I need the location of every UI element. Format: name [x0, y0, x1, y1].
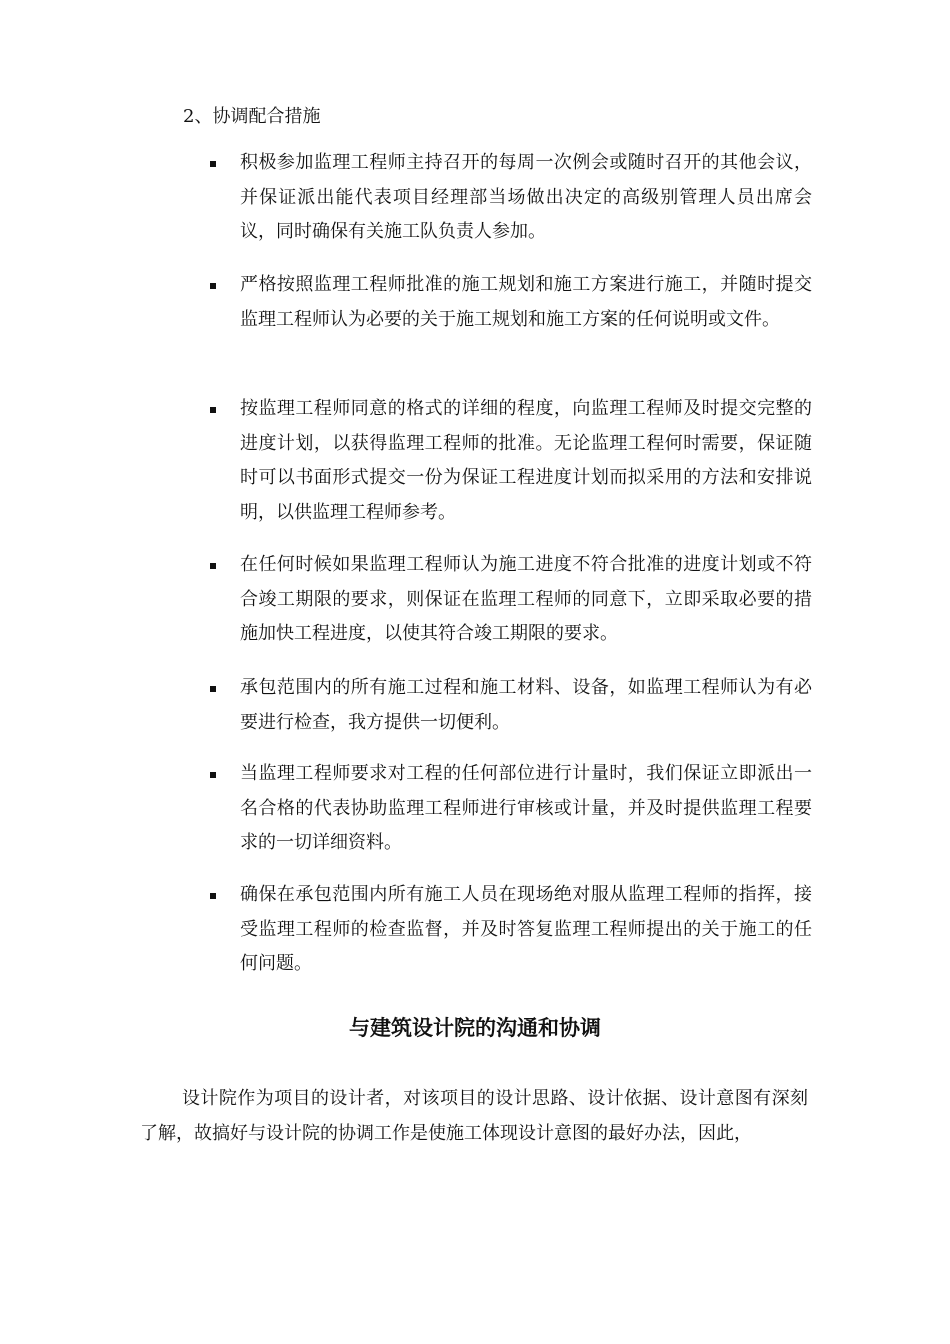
- bullet-text: 严格按照监理工程师批准的施工规划和施工方案进行施工，并随时提交监理工程师认为必要的关于施工规划和施工方案的任何说明或文件。: [240, 274, 812, 330]
- square-bullet-icon: [210, 893, 216, 899]
- square-bullet-icon: [210, 563, 216, 569]
- bullet-text: 积极参加监理工程师主持召开的每周一次例会或随时召开的其他会议，并保证派出能代表项目经理部当场做出决定的高级别管理人员出席会议，同时确保有关施工队负责人参加。: [240, 152, 812, 242]
- bullet-text: 承包范围内的所有施工过程和施工材料、设备，如监理工程师认为有必要进行检查，我方提供一切便利。: [240, 677, 812, 733]
- body-paragraph: 设计院作为项目的设计者，对该项目的设计思路、设计依据、设计意图有深刻了解，故搞好与设计院的协调工作是使施工体现设计意图的最好办法，因此，: [140, 1088, 808, 1144]
- square-bullet-icon: [210, 283, 216, 289]
- bullet-text: 在任何时候如果监理工程师认为施工进度不符合批准的进度计划或不符合竣工期限的要求，则保证在监理工程师的同意下，立即采取必要的措施加快工程进度，以使其符合竣工期限的要求。: [240, 554, 812, 644]
- square-bullet-icon: [210, 407, 216, 413]
- square-bullet-icon: [210, 686, 216, 692]
- square-bullet-icon: [210, 772, 216, 778]
- bullet-text: 确保在承包范围内所有施工人员在现场绝对服从监理工程师的指挥，接受监理工程师的检查监督，并及时答复监理工程师提出的关于施工的任何问题。: [240, 884, 812, 974]
- square-bullet-icon: [210, 161, 216, 167]
- section-title: 与建筑设计院的沟通和协调: [349, 1015, 601, 1040]
- subheading-coordination-measures: 2、协调配合措施: [183, 106, 321, 127]
- bullet-text: 当监理工程师要求对工程的任何部位进行计量时，我们保证立即派出一名合格的代表协助监理工程师进行审核或计量，并及时提供监理工程要求的一切详细资料。: [240, 763, 812, 853]
- bullet-text: 按监理工程师同意的格式的详细的程度，向监理工程师及时提交完整的进度计划，以获得监理工程师的批准。无论监理工程何时需要，保证随时可以书面形式提交一份为保证工程进度计划而拟采用的方法和安排说明，以供监理工程师参考。: [240, 398, 812, 523]
